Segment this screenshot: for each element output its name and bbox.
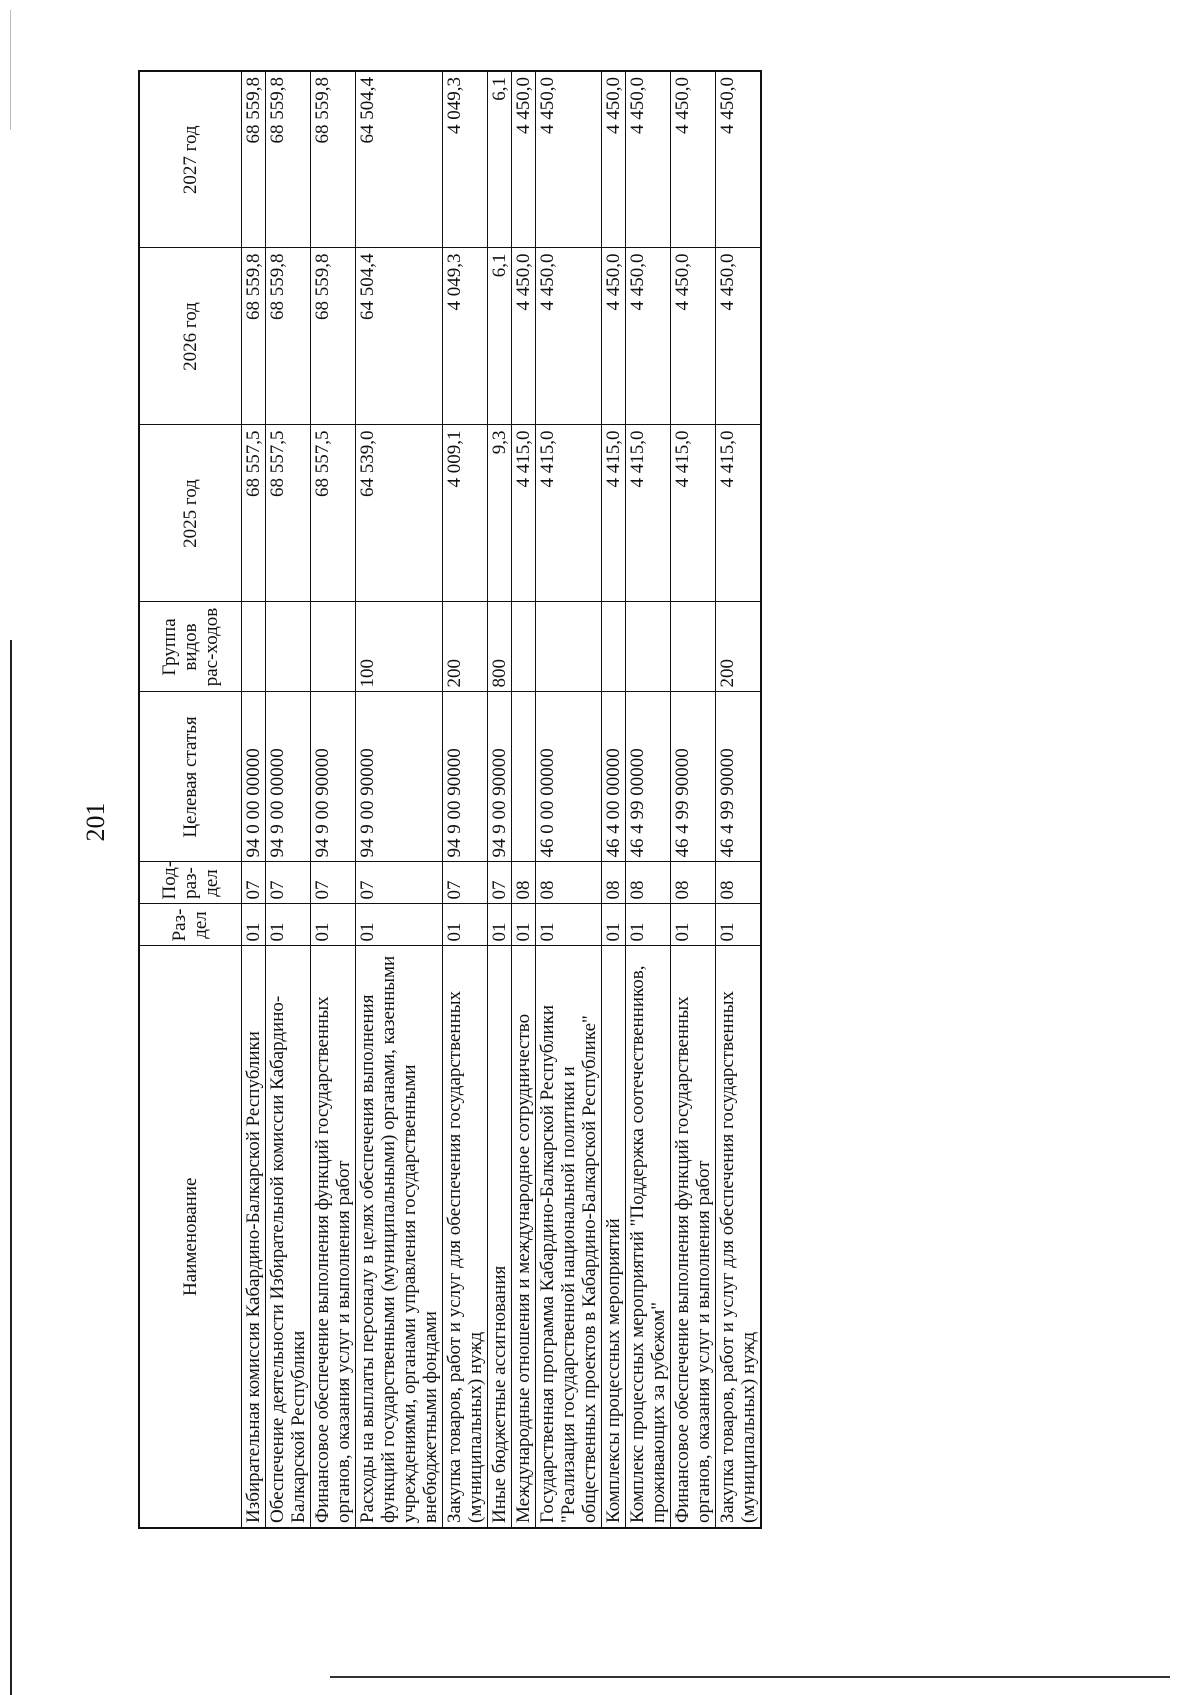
cell-2026: 4 450,0 xyxy=(715,248,761,425)
cell-name: Иные бюджетные ассигнования xyxy=(487,946,511,1528)
cell-expense-group: 200 xyxy=(442,602,487,692)
cell-2026: 4 450,0 xyxy=(601,248,625,425)
cell-section: 01 xyxy=(487,904,511,946)
cell-expense-group xyxy=(310,602,355,692)
cell-subsection: 07 xyxy=(265,862,310,904)
cell-2026: 64 504,4 xyxy=(355,248,442,425)
cell-subsection: 07 xyxy=(442,862,487,904)
cell-name: Комплекс процессных мероприятий "Поддержка соотечественников, проживающих за рубежом" xyxy=(625,946,670,1528)
header-expense-group: Группа видов рас-ходов xyxy=(139,602,241,692)
cell-2026: 4 450,0 xyxy=(625,248,670,425)
cell-2025: 4 415,0 xyxy=(625,425,670,602)
cell-2026: 6,1 xyxy=(487,248,511,425)
cell-section: 01 xyxy=(535,904,601,946)
header-2025: 2025 год xyxy=(139,425,241,602)
cell-target-article: 94 9 00 90000 xyxy=(487,692,511,862)
header-target-article: Целевая статья xyxy=(139,692,241,862)
cell-target-article: 94 9 00 90000 xyxy=(355,692,442,862)
cell-name: Комплексы процессных мероприятий xyxy=(601,946,625,1528)
cell-name: Государственная программа Кабардино-Балкарской Республики "Реализация государственной национальной политики и общественных проектов в Кабардино-Балкарской Республике" xyxy=(535,946,601,1528)
cell-expense-group xyxy=(670,602,715,692)
table-row xyxy=(715,71,761,1528)
table-row xyxy=(535,71,601,1528)
cell-2026: 4 450,0 xyxy=(535,248,601,425)
cell-2027: 68 559,8 xyxy=(265,71,310,248)
table-body xyxy=(241,71,761,1528)
header-name: Наименование xyxy=(139,946,241,1528)
cell-name: Расходы на выплаты персоналу в целях обеспечения выполнения функций государственными (муниципальными) органами, казенными учреждениями, органами управления государственными внебюджетными фондами xyxy=(355,946,442,1528)
header-2027: 2027 год xyxy=(139,71,241,248)
cell-section: 01 xyxy=(601,904,625,946)
cell-2025: 68 557,5 xyxy=(310,425,355,602)
cell-target-article: 46 0 00 00000 xyxy=(535,692,601,862)
table-row xyxy=(310,71,355,1528)
cell-section: 01 xyxy=(241,904,265,946)
cell-2027: 4 450,0 xyxy=(511,71,535,248)
cell-2025: 4 415,0 xyxy=(715,425,761,602)
table-row xyxy=(670,71,715,1528)
table-row xyxy=(442,71,487,1528)
rotated-table-container xyxy=(138,72,1186,1529)
cell-2025: 68 557,5 xyxy=(241,425,265,602)
budget-table xyxy=(138,70,762,1529)
cell-target-article: 46 4 99 90000 xyxy=(715,692,761,862)
table-row xyxy=(511,71,535,1528)
cell-expense-group xyxy=(535,602,601,692)
cell-name: Международные отношения и международное сотрудничество xyxy=(511,946,535,1528)
cell-2026: 4 450,0 xyxy=(511,248,535,425)
table-row xyxy=(355,71,442,1528)
scan-edge-line-bottom xyxy=(330,1676,1170,1678)
cell-subsection: 07 xyxy=(310,862,355,904)
cell-section: 01 xyxy=(715,904,761,946)
cell-2026: 68 559,8 xyxy=(241,248,265,425)
cell-expense-group: 100 xyxy=(355,602,442,692)
cell-target-article: 94 9 00 90000 xyxy=(310,692,355,862)
cell-2026: 68 559,8 xyxy=(265,248,310,425)
cell-2027: 4 450,0 xyxy=(625,71,670,248)
table-row xyxy=(241,71,265,1528)
cell-subsection: 08 xyxy=(715,862,761,904)
cell-name: Обеспечение деятельности Избирательной комиссии Кабардино-Балкарской Республики xyxy=(265,946,310,1528)
cell-2027: 68 559,8 xyxy=(310,71,355,248)
cell-expense-group: 800 xyxy=(487,602,511,692)
cell-subsection: 07 xyxy=(241,862,265,904)
cell-target-article: 94 9 00 90000 xyxy=(442,692,487,862)
cell-2026: 4 049,3 xyxy=(442,248,487,425)
cell-target-article xyxy=(511,692,535,862)
table-row xyxy=(487,71,511,1528)
cell-subsection: 08 xyxy=(535,862,601,904)
cell-2027: 4 049,3 xyxy=(442,71,487,248)
cell-2026: 4 450,0 xyxy=(670,248,715,425)
cell-2025: 68 557,5 xyxy=(265,425,310,602)
cell-2027: 6,1 xyxy=(487,71,511,248)
table-header-row xyxy=(139,71,241,1528)
cell-2027: 64 504,4 xyxy=(355,71,442,248)
cell-2025: 4 415,0 xyxy=(535,425,601,602)
cell-section: 01 xyxy=(265,904,310,946)
cell-2027: 68 559,8 xyxy=(241,71,265,248)
cell-name: Финансовое обеспечение выполнения функций государственных органов, оказания услуг и выполнения работ xyxy=(670,946,715,1528)
scan-edge-line-left xyxy=(10,640,12,1695)
cell-subsection: 08 xyxy=(511,862,535,904)
cell-2025: 4 415,0 xyxy=(601,425,625,602)
cell-target-article: 94 0 00 00000 xyxy=(241,692,265,862)
cell-expense-group xyxy=(625,602,670,692)
cell-target-article: 46 4 99 90000 xyxy=(670,692,715,862)
cell-expense-group: 200 xyxy=(715,602,761,692)
cell-expense-group xyxy=(265,602,310,692)
cell-name: Избирательная комиссия Кабардино-Балкарской Республики xyxy=(241,946,265,1528)
cell-subsection: 07 xyxy=(487,862,511,904)
table-row xyxy=(601,71,625,1528)
cell-section: 01 xyxy=(625,904,670,946)
cell-2025: 4 009,1 xyxy=(442,425,487,602)
cell-section: 01 xyxy=(670,904,715,946)
table-row xyxy=(265,71,310,1528)
header-2026: 2026 год xyxy=(139,248,241,425)
cell-name: Закупка товаров, работ и услуг для обеспечения государственных (муниципальных) нужд xyxy=(715,946,761,1528)
cell-subsection: 08 xyxy=(625,862,670,904)
scan-edge-mark xyxy=(10,10,11,130)
cell-section: 01 xyxy=(442,904,487,946)
cell-name: Финансовое обеспечение выполнения функций государственных органов, оказания услуг и выполнения работ xyxy=(310,946,355,1528)
cell-expense-group xyxy=(511,602,535,692)
cell-2027: 4 450,0 xyxy=(601,71,625,248)
cell-2025: 4 415,0 xyxy=(511,425,535,602)
table-row xyxy=(625,71,670,1528)
cell-subsection: 08 xyxy=(601,862,625,904)
cell-2025: 4 415,0 xyxy=(670,425,715,602)
cell-subsection: 07 xyxy=(355,862,442,904)
cell-expense-group xyxy=(241,602,265,692)
page-number: 201 xyxy=(81,802,110,842)
cell-target-article: 46 4 99 00000 xyxy=(625,692,670,862)
cell-2027: 4 450,0 xyxy=(670,71,715,248)
header-subsection: Под-раз-дел xyxy=(139,862,241,904)
cell-2026: 68 559,8 xyxy=(310,248,355,425)
cell-2025: 9,3 xyxy=(487,425,511,602)
cell-section: 01 xyxy=(355,904,442,946)
cell-section: 01 xyxy=(511,904,535,946)
cell-2025: 64 539,0 xyxy=(355,425,442,602)
cell-name: Закупка товаров, работ и услуг для обеспечения государственных (муниципальных) нужд xyxy=(442,946,487,1528)
cell-expense-group xyxy=(601,602,625,692)
header-section: Раз-дел xyxy=(139,904,241,946)
cell-section: 01 xyxy=(310,904,355,946)
cell-2027: 4 450,0 xyxy=(535,71,601,248)
cell-target-article: 46 4 00 00000 xyxy=(601,692,625,862)
cell-target-article: 94 9 00 00000 xyxy=(265,692,310,862)
cell-2027: 4 450,0 xyxy=(715,71,761,248)
cell-subsection: 08 xyxy=(670,862,715,904)
